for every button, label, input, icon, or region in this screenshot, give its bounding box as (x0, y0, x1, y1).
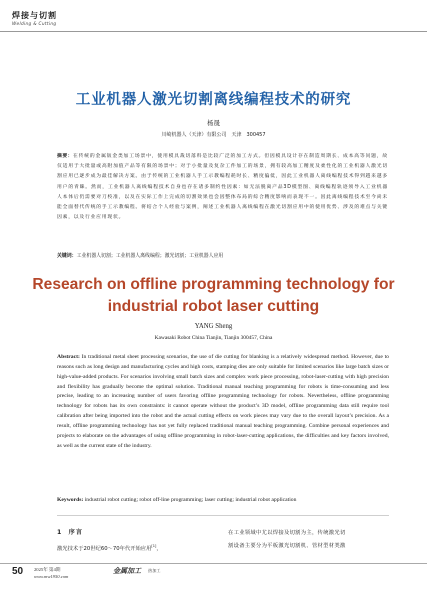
author-name-en: YANG Sheng (194, 323, 233, 330)
footer-divider (0, 563, 427, 564)
section-divider (57, 515, 389, 516)
body-right-line-2: 割设备主要分为平板激光切割机、管材型材类激 (228, 543, 346, 549)
page-number: 50 (12, 566, 24, 577)
journal-section-title: 焊接与切割 (12, 11, 57, 20)
footer-website: www.mw1950.com (34, 574, 69, 579)
keywords-en (57, 497, 389, 503)
keywords-cn-text: 工业机器人切割；工业机器人离线编程；激光切割；工业机器人应用 (76, 253, 224, 259)
author-name-cn: 杨晟 (207, 119, 220, 127)
abstract-en-text: In traditional metal sheet processing scenarios, the use of die cutting for blanking is a relatively widespread method. However, due to reasons such as long design and manufacturing cycles and high costs, stamping dies are only suitable for limited scenarios like large batch sizes or high-value-added products. For scenarios involving small batch sizes and complex work piece processing, robot-laser-cutting with high precision and flexibility has gradually become the optimal solution. Traditional manual teaching programming for robots is time-consuming and less precise, leading to an increasing number of users favoring offline programming technology for robots. Nevertheless, offline programming technology for robots has its own constraints: it cannot operate without the product’s 3D model, offline programming data still require tool calibration after being imported into the robot and the actual cutting effects on work pieces may vary due to the overall layout’s precision. As a result, offline programming technology has not yet fully replaced traditional manual teaching programming. Combine personal experiences and projects to elaborate on the advantages of using offline programming in robot-laser-cutting applications, the difficulties and key factors involved, as well as the current state of the industry. (57, 354, 389, 449)
keywords-en-label: Keywords: (57, 497, 84, 503)
keywords-cn-label: 关键词： (57, 253, 77, 259)
article-title-cn: 工业机器人激光切割离线编程技术的研究 (75, 92, 352, 108)
footer-journal-name: 金属加工 (113, 566, 141, 575)
keywords-cn (57, 252, 388, 259)
footer-issue: 2025年 第4期 (34, 567, 61, 572)
abstract-cn-text: 在传统的金属钣金类加工场景中，使用模具裁切落料是比较广泛的加工方式。但因模具设计存在制造周期长、成本高等问题，故仅适用于大批量或高附加值产品等有限的场景中；对于小批量及复杂工件加工的场景，拥有较高加工精度及柔性化的工业机器人激光切割应用已逐步成为最佳解决方案。由于传统的工业机器人手工示教编程耗时长、精度偏低，因此工业机器人离线编程技术得到越来越多用户的青睐。然而，工业机器人离线编程技术自身也存在诸多制约性因素：如无法脱离产品3D模型图、离线编程轨迹须导入工业机器人本体后仍需要对刀校准，以及在实际工作上完成的切割效果也会因整体布局的综合精度影响而表现不一。因此离线编程技术至今尚未能全面替代传统的手工示教编程。将结合个人经验与案例，阐述工业机器人离线编程在激光切割应用中的使用优势、涉及的难点与关键因素，以及行业应用现状。 (57, 154, 388, 221)
body-left-tail: ， (156, 546, 162, 552)
keywords-en-text: industrial robot cutting; robot off-line programming; laser cutting; industrial robot application (83, 497, 297, 503)
section-heading (57, 527, 83, 536)
author-affiliation-en: Kawasaki Robot China Tianjin, Tianjin 300457, China (154, 335, 273, 341)
section-number: 1 (57, 529, 63, 536)
abstract-en-label: Abstract: (57, 354, 80, 360)
body-left-line: 激光技术于20世纪60～70年代开始应用 (57, 546, 152, 552)
author-affiliation-cn: 川崎机器人（天津）有限公司 天津 300457 (161, 132, 266, 138)
abstract-en (57, 353, 389, 495)
journal-section-subtitle: Welding & Cutting (12, 22, 57, 27)
article-title-en-line2: industrial robot laser cutting (107, 298, 320, 315)
header-divider (0, 31, 427, 32)
body-text-left-column (57, 544, 207, 552)
abstract-cn-label: 摘要： (57, 154, 73, 159)
abstract-cn (57, 152, 388, 240)
journal-header (12, 10, 57, 27)
citation-ref: [1] (151, 544, 157, 549)
article-title-en-line1: Research on offline programming technology for (32, 276, 395, 293)
body-text-right-column (228, 527, 388, 553)
article-title-en (0, 274, 427, 318)
section-title: 序言 (68, 529, 83, 536)
footer-journal-subtitle: 热加工 (148, 568, 161, 573)
body-right-line-1: 在工业领域中尤以焊接及切割为主，传统激光切 (228, 530, 346, 536)
